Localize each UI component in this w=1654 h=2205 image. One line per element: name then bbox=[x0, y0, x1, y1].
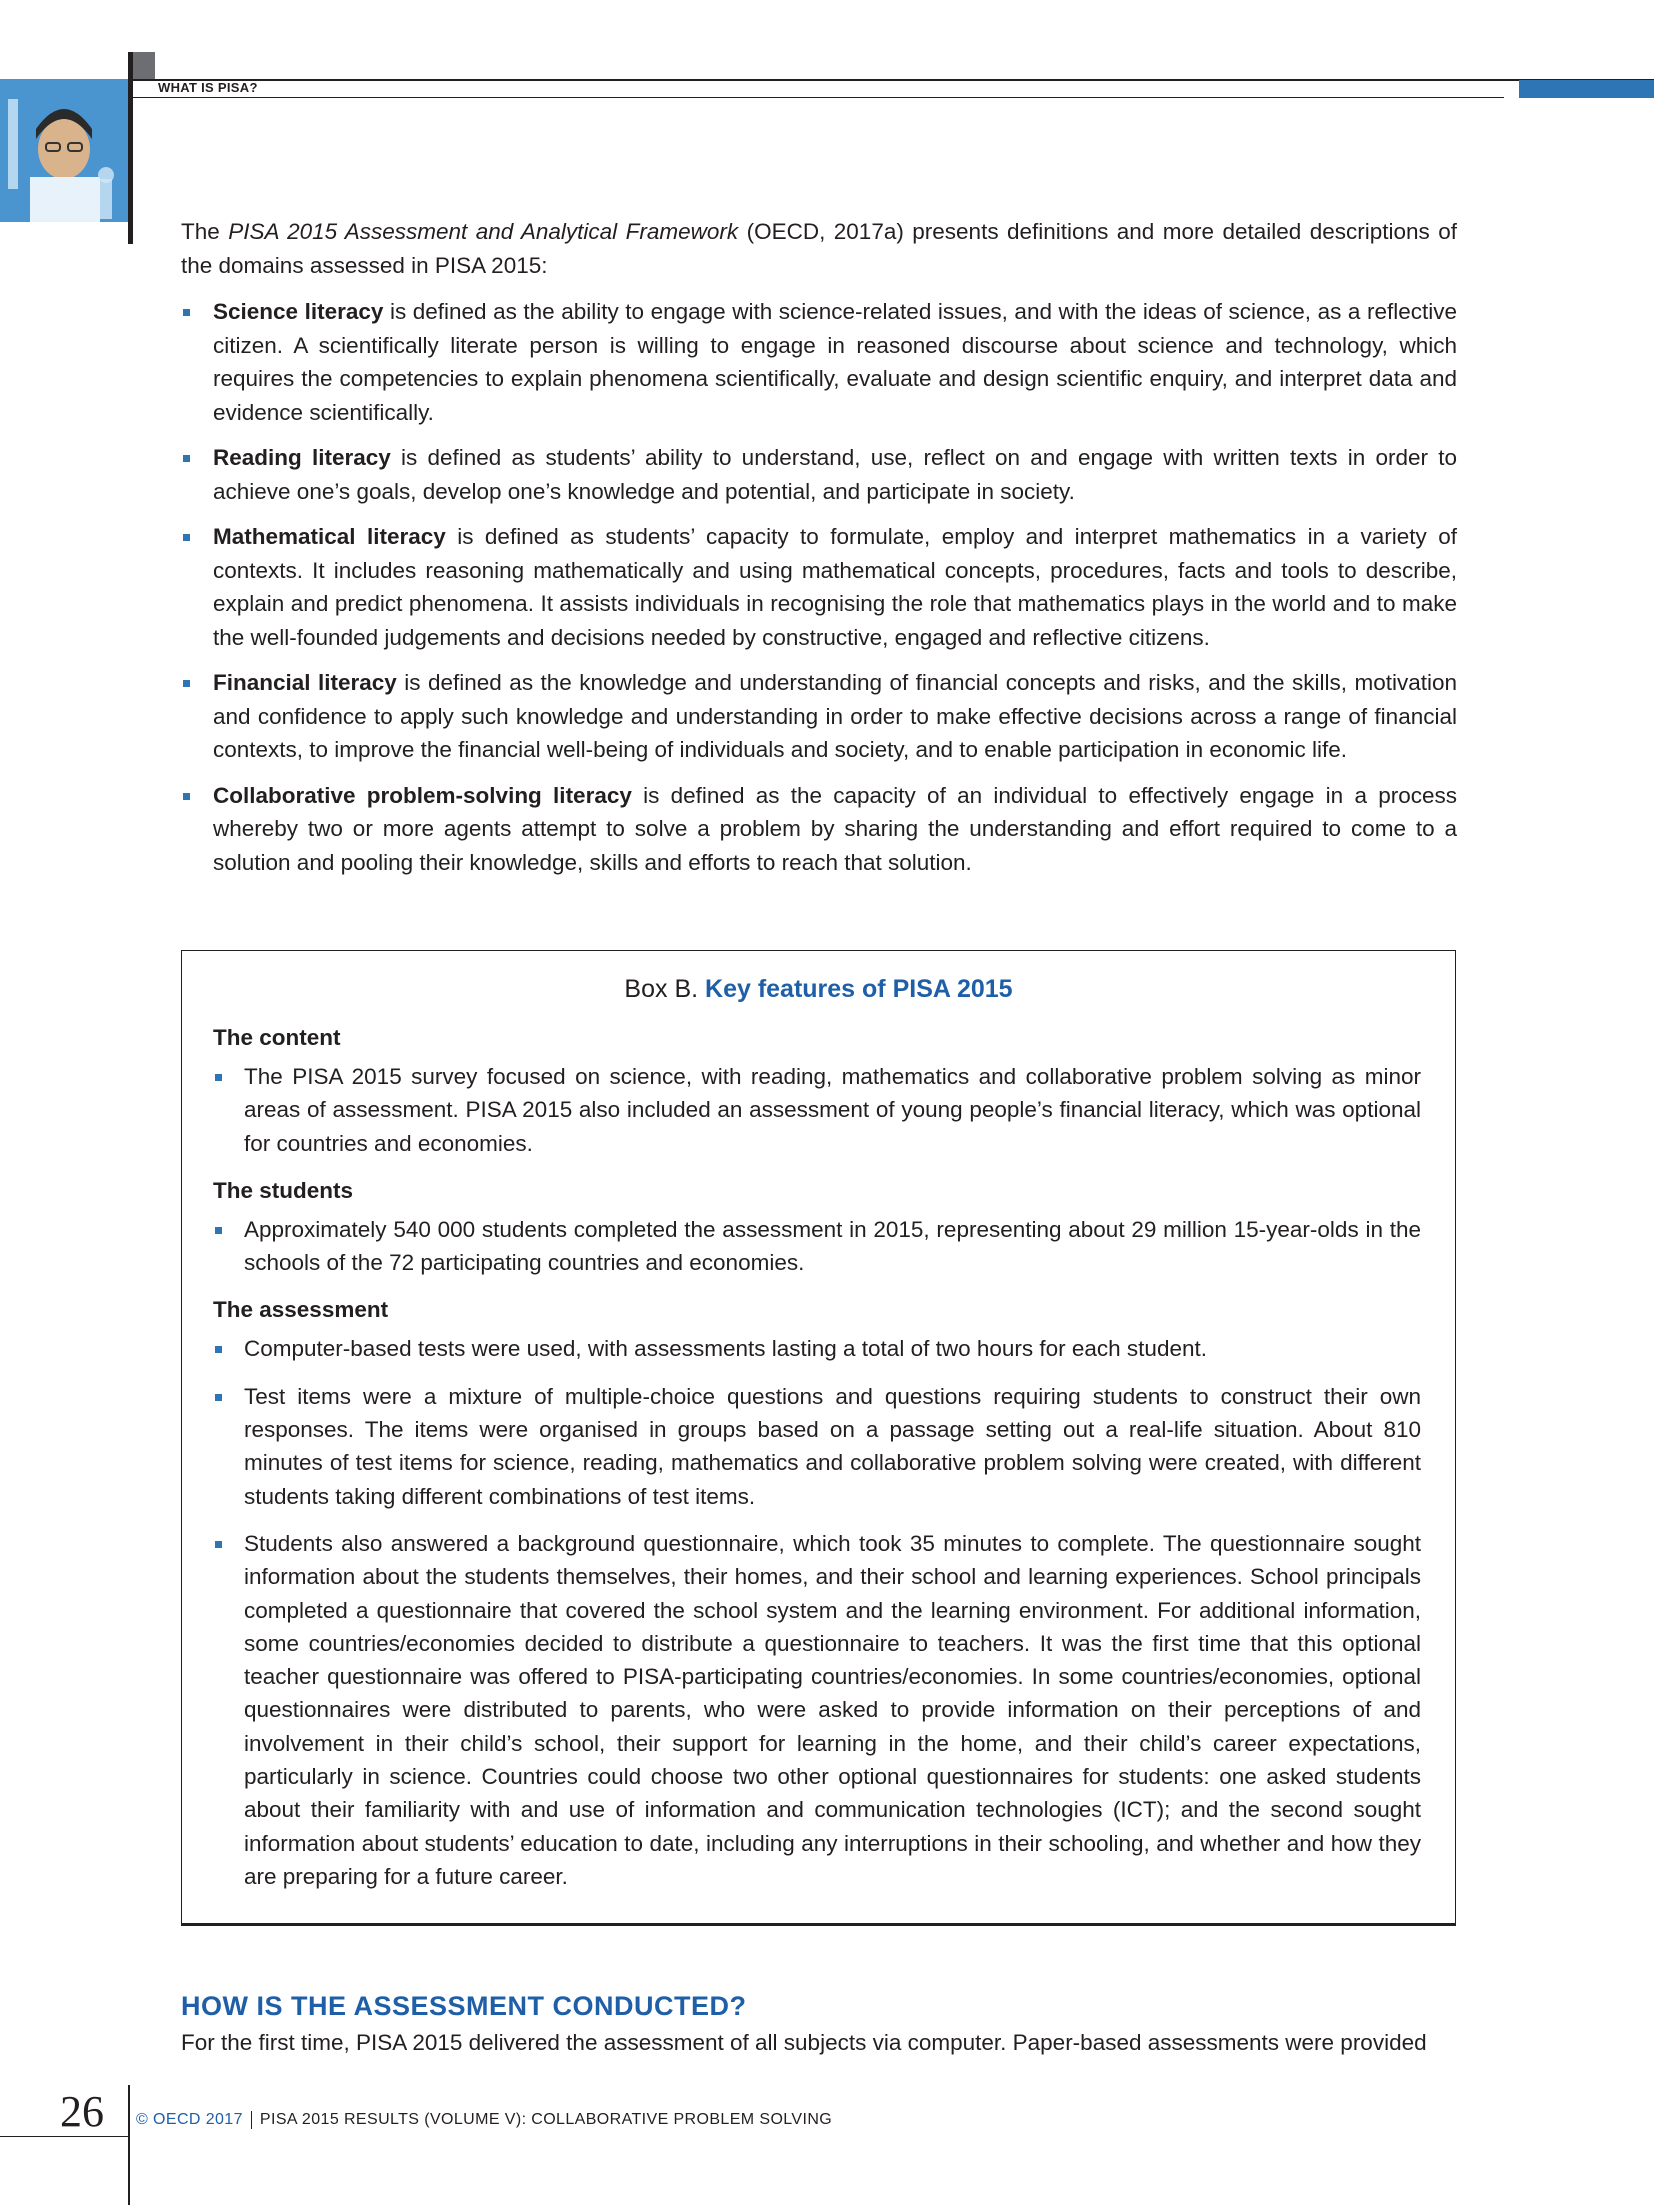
box-section-list bbox=[213, 1213, 1421, 1280]
definition-item bbox=[181, 779, 1457, 880]
footer-vertical-rule bbox=[128, 2085, 130, 2205]
definitions-list bbox=[181, 295, 1457, 891]
page-number: 26 bbox=[60, 2087, 104, 2136]
header-blue-bar bbox=[1519, 80, 1654, 98]
definition-item bbox=[181, 520, 1457, 654]
section-paragraph: For the first time, PISA 2015 delivered the assessment of all subjects via computer. Paper-based assessments were provided bbox=[181, 2030, 1427, 2055]
definition-text: is defined as the knowledge and understanding of financial concepts and risks, and the skills, motivation and confidence to apply such knowledge and understanding in order to make effective decisions across a range of financial contexts, to improve the financial well-being of individuals and society, and to enable participation in economic life. bbox=[213, 670, 1457, 762]
bullet-square-icon bbox=[215, 1394, 222, 1401]
scientist-photo-icon bbox=[0, 79, 128, 222]
header-grey-tab bbox=[133, 52, 155, 80]
intro-text-before: The bbox=[181, 219, 229, 244]
box-list-item bbox=[213, 1332, 1421, 1365]
box-list-item bbox=[213, 1527, 1421, 1893]
bullet-square-icon bbox=[183, 680, 190, 687]
footer-separator bbox=[251, 2111, 252, 2129]
section-heading: HOW IS THE ASSESSMENT CONDUCTED? bbox=[181, 1991, 747, 2021]
header-photo bbox=[0, 79, 128, 222]
copyright: © OECD 2017 bbox=[136, 2111, 243, 2128]
box-list-item bbox=[213, 1213, 1421, 1280]
definition-text: is defined as students’ capacity to formulate, employ and interpret mathematics in a variety of contexts. It includes reasoning mathematically and using mathematical concepts, procedures, facts and tools to describe, explain and predict phenomena. It assists individuals in recognising the role that mathematics plays in the world and to make the well-founded judgements and decisions needed by constructive, engaged and reflective citizens. bbox=[213, 524, 1457, 650]
definition-term: Collaborative problem-solving literacy bbox=[213, 782, 632, 808]
definition-term: Financial literacy bbox=[213, 670, 397, 695]
box-section-list bbox=[213, 1332, 1421, 1893]
bullet-square-icon bbox=[215, 1074, 222, 1081]
definition-item bbox=[181, 295, 1457, 429]
box-title bbox=[182, 973, 1455, 1005]
header-rule-top bbox=[130, 79, 1654, 81]
definition-text: is defined as the capacity of an individual to effectively engage in a process whereby two or more agents attempt to solve a problem by sharing the understanding and effort required to come to a solution and pooling their knowledge, skills and efforts to reach that solution. bbox=[213, 782, 1458, 875]
definition-term: Science literacy bbox=[213, 299, 384, 324]
running-header: WHAT IS PISA? bbox=[158, 80, 258, 95]
box-section-heading: The assessment bbox=[213, 1297, 389, 1323]
box-list-item bbox=[213, 1060, 1421, 1160]
box-prefix: Box B. bbox=[624, 975, 706, 1003]
intro-paragraph bbox=[181, 215, 1457, 282]
box-section-heading: The content bbox=[213, 1025, 341, 1050]
box-content bbox=[213, 1021, 1421, 1907]
box-item-text: Test items were a mixture of multiple-choice questions and questions requiring students to construct their own responses. The items were organised in groups based on a passage setting out a real-life situation. About 810 minutes of test items for science, reading, mathematics and collaborative problem solving were created, with different students taking different combinations of test items. bbox=[244, 1383, 1421, 1509]
box-section-heading: The students bbox=[213, 1177, 354, 1203]
box-item-text: The PISA 2015 survey focused on science, with reading, mathematics and collaborative problem solving as minor areas of assessment. PISA 2015 also included an assessment of young people’s financial literacy, which was optional for countries and economies. bbox=[244, 1064, 1421, 1156]
box-item-text: Students also answered a background questionnaire, which took 35 minutes to complete. The questionnaire sought information about the students themselves, their homes, and their school and learning experiences. School principals completed a questionnaire that covered the school system and the learning environment. For additional information, some countries/economies decided to distribute a questionnaire to teachers. It was the first time that this optional teacher questionnaire was offered to PISA-participating countries/economies. In some countries/economies, optional questionnaires were distributed to parents, who were asked to provide information on their perceptions of and involvement in their child’s school, their support for learning in the home, and their child’s career expectations, particularly in science. Countries could choose two other optional questionnaires for students: one asked students about their familiarity with and use of information and communication technologies (ICT); and the second sought information about students’ education to date, including any interruptions in their schooling, and whether and how they are preparing for a future career. bbox=[244, 1530, 1421, 1889]
bullet-square-icon bbox=[183, 455, 190, 462]
box-list-item bbox=[213, 1380, 1421, 1513]
definition-text: is defined as students’ ability to understand, use, reflect on and engage with written texts in order to achieve one’s goals, develop one’s knowledge and potential, and participate in society. bbox=[213, 445, 1457, 504]
bullet-square-icon bbox=[215, 1346, 222, 1353]
bullet-square-icon bbox=[183, 534, 190, 541]
framework-title: PISA 2015 Assessment and Analytical Framework bbox=[228, 219, 739, 244]
bullet-square-icon bbox=[215, 1541, 222, 1548]
bullet-square-icon bbox=[215, 1227, 222, 1234]
bullet-square-icon bbox=[183, 793, 190, 800]
box-title-text: Key features of PISA 2015 bbox=[705, 975, 1013, 1003]
footer-text bbox=[136, 2110, 832, 2130]
header-rule-bottom bbox=[130, 97, 1504, 98]
definition-item bbox=[181, 441, 1457, 508]
key-features-box bbox=[181, 950, 1456, 1926]
box-section-list bbox=[213, 1060, 1421, 1160]
box-item-text: Computer-based tests were used, with assessments lasting a total of two hours for each student. bbox=[244, 1336, 1207, 1362]
box-item-text: Approximately 540 000 students completed the assessment in 2015, representing about 29 million 15-year-olds in the schools of the 72 participating countries and economies. bbox=[244, 1216, 1421, 1276]
definition-text: is defined as the ability to engage with science-related issues, and with the ideas of science, as a reflective citizen. A scientifically literate person is willing to engage in reasoned discourse about science and technology, which requires the competencies to explain phenomena scientifically, evaluate and design scientific enquiry, and interpret data and evidence scientifically. bbox=[213, 299, 1457, 425]
definition-term: Mathematical literacy bbox=[213, 524, 446, 549]
bullet-square-icon bbox=[183, 309, 190, 316]
definition-item bbox=[181, 666, 1457, 767]
definition-term: Reading literacy bbox=[213, 445, 391, 470]
publication-title: PISA 2015 RESULTS (VOLUME V): COLLABORATIVE PROBLEM SOLVING bbox=[259, 2111, 833, 2128]
intro-text-after: (OECD, 2017a) presents definitions and more detailed descriptions of the domains assessed in PISA 2015: bbox=[181, 219, 1457, 278]
footer-rule bbox=[0, 2136, 130, 2137]
